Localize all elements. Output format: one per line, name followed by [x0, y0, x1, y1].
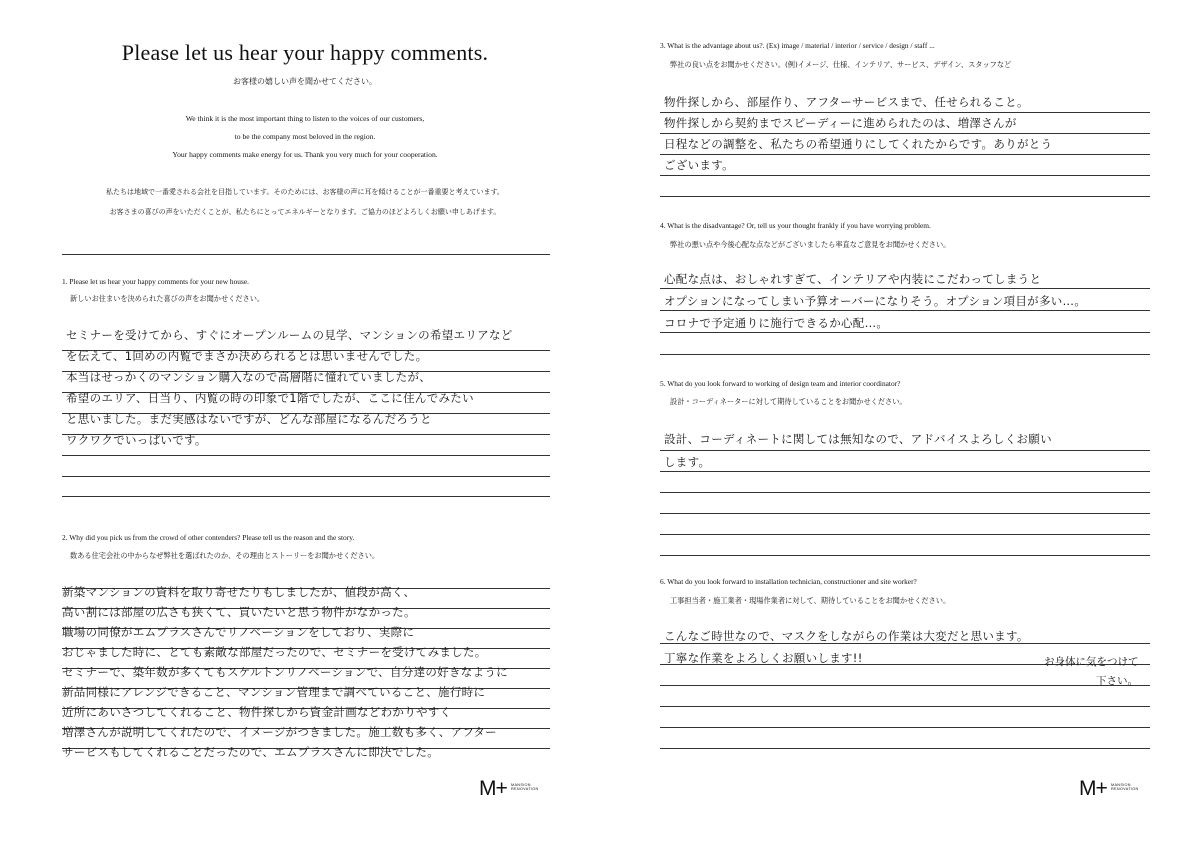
- intro-ja-line: 私たちは地域で一番愛される会社を目指しています。そのためには、お客様の声に耳を傾けることが一番重要と考えています。: [106, 188, 504, 196]
- logo-subtext: [511, 783, 539, 791]
- answer-rule: [62, 496, 550, 497]
- intro-en-line: to be the company most beloved in the region.: [234, 132, 376, 141]
- header-divider: [62, 254, 550, 255]
- logo-mark: M+: [1079, 777, 1107, 800]
- logo-mark: M+: [479, 777, 507, 800]
- answer-5-area: [660, 418, 1150, 558]
- question-1-ja: 新しいお住まいを決められた喜びの声をお聞かせください。: [70, 294, 265, 303]
- handwritten-answer-line: 新築マンションの資料を取り寄せたりもしましたが、値段が高く、: [62, 585, 416, 599]
- question-4-ja: 弊社の悪い点や今後心配な点などがございましたら率直なご意見をお聞かせください。: [670, 240, 951, 249]
- answer-rule: [660, 133, 1150, 134]
- answer-rule: [660, 471, 1150, 472]
- answer-3-area: [660, 80, 1150, 200]
- answer-rule: [660, 748, 1150, 749]
- answer-rule: [660, 332, 1150, 333]
- handwritten-answer-line: ございます。: [664, 158, 734, 172]
- answer-6-area: [660, 618, 1150, 758]
- answer-rule: [660, 450, 1150, 451]
- intro-en-line: We think it is the most important thing to listen to the voices of our customers,: [185, 114, 425, 123]
- handwritten-answer-line: 新品同様にアレンジできること、マンション管理まで調べていること、施行時に: [62, 685, 486, 699]
- logo-sub-line: RENOVATION: [511, 787, 539, 792]
- handwritten-answer-line: こんなご時世なので、マスクをしながらの作業は大変だと思います。: [664, 629, 1029, 643]
- handwritten-answer-line: コロナで予定通りに施行できるか心配…。: [664, 316, 889, 330]
- answer-rule: [660, 534, 1150, 535]
- handwritten-answer-line: 設計、コーディネートに関しては無知なので、アドバイスよろしくお願い: [664, 432, 1052, 446]
- answer-rule: [660, 310, 1150, 311]
- handwritten-answer-line: を伝えて、1回めの内覧でまさか決められるとは思いませんでした。: [66, 349, 428, 363]
- question-5-en: 5. What do you look forward to working of design team and interior coordinator?: [660, 379, 901, 388]
- handwritten-answer-line: と思いました。まだ実感はないですが、どんな部屋になるんだろうと: [66, 412, 432, 426]
- intro-en-line: Your happy comments make energy for us. Thank you very much for your cooperation.: [172, 150, 438, 159]
- handwritten-answer-line: 本当はせっかくのマンション購入なので高層階に憧れていましたが、: [66, 370, 432, 384]
- handwritten-answer-line: ワクワクでいっぱいです。: [66, 433, 207, 447]
- question-1-en: 1. Please let us hear your happy comments for your new house.: [62, 277, 249, 286]
- answer-rule: [660, 727, 1150, 728]
- answer-rule: [660, 492, 1150, 493]
- answer-2-area: [62, 570, 550, 780]
- handwritten-answer-line: セミナーで、築年数が多くてもスケルトンリノベーションで、自分達の好きなように: [62, 665, 508, 679]
- question-2-en: 2. Why did you pick us from the crowd of other contenders? Please tell us the reason and the story.: [62, 533, 355, 542]
- answer-rule: [660, 175, 1150, 176]
- answer-rule: [62, 455, 550, 456]
- answer-rule: [660, 706, 1150, 707]
- answer-rule: [660, 288, 1150, 289]
- handwritten-answer-line: 物件探しから契約までスピーディーに進められたのは、増澤さんが: [664, 116, 1017, 130]
- answer-4-area: [660, 262, 1150, 357]
- answer-rule: [660, 196, 1150, 197]
- handwritten-note: 下さい。: [1096, 675, 1138, 687]
- logo-subtext: [1111, 783, 1139, 791]
- logo-sub-line: MANSION: [511, 783, 531, 787]
- handwritten-answer-line: セミナーを受けてから、すぐにオープンルームの見学、マンションの希望エリアなど: [66, 328, 513, 342]
- answer-rule: [660, 354, 1150, 355]
- logo-sub-line: MANSION: [1111, 783, 1131, 787]
- page-title-ja: お客様の嬉しい声を聞かせてください。: [233, 77, 377, 86]
- handwritten-answer-line: オプションになってしまい予算オーバーになりそう。オプション項目が多い…。: [664, 294, 1087, 308]
- handwritten-answer-line: 心配な点は、おしゃれすぎて、インテリアや内装にこだわってしまうと: [664, 272, 1042, 286]
- handwritten-answer-line: 職場の同僚がエムプラスさんでリノベーションをしており、実際に: [62, 625, 415, 639]
- handwritten-answer-line: 増澤さんが説明してくれたので、イメージがつきました。施工数も多く、アフター: [62, 725, 497, 739]
- handwritten-answer-line: サービスもしてくれることだったので、エムプラスさんに即決でした。: [62, 745, 440, 759]
- answer-rule: [660, 555, 1150, 556]
- handwritten-answer-line: 近所にあいさつしてくれること、物件探しから資金計画などわかりやすく: [62, 705, 452, 719]
- handwritten-answer-line: おじゃました時に、とても素敵な部屋だったので、セミナーを受けてみました。: [62, 645, 487, 659]
- handwritten-answer-line: 丁寧な作業をよろしくお願いします!!: [664, 651, 863, 665]
- handwritten-answer-line: 物件探しから、部屋作り、アフターサービスまで、任せられること。: [664, 95, 1029, 109]
- answer-1-area: [62, 315, 550, 505]
- answer-rule: [660, 112, 1150, 113]
- logo-sub-line: RENOVATION: [1111, 787, 1139, 792]
- question-2-ja: 数ある住宅会社の中からなぜ弊社を選ばれたのか、その理由とストーリーをお聞かせください。: [70, 551, 380, 560]
- page-title: Please let us hear your happy comments.: [121, 40, 489, 65]
- handwritten-answer-line: 日程などの調整を、私たちの希望通りにしてくれたからです。ありがとう: [664, 137, 1053, 151]
- question-3-ja: 弊社の良い点をお聞かせください。(例)イメージ、仕様、インテリア、サービス、デザイン、スタッフなど: [670, 60, 1012, 69]
- question-3-en: 3. What is the advantage about us?. (Ex) image / material / interior / service / design / staff ...: [660, 41, 935, 50]
- question-6-en: 6. What do you look forward to installation technician, constructioner and site worker?: [660, 577, 917, 586]
- handwritten-answer-line: 高い割には部屋の広さも狭くて、買いたいと思う物件がなかった。: [62, 605, 416, 619]
- intro-ja-line: お客さまの喜びの声をいただくことが、私たちにとってエネルギーとなります。ご協力のほどよろしくお願い申しあげます。: [109, 208, 501, 216]
- answer-rule: [660, 154, 1150, 155]
- question-6-ja: 工事担当者・施工業者・現場作業者に対して、期待していることをお聞かせください。: [670, 596, 951, 605]
- right-page: [600, 0, 1200, 849]
- answer-rule: [660, 513, 1150, 514]
- question-5-ja: 設計・コーディネーターに対して期待していることをお聞かせください。: [670, 397, 907, 406]
- answer-rule: [62, 476, 550, 477]
- handwritten-answer-line: します。: [664, 455, 711, 469]
- handwritten-note: お身体に気をつけて: [1044, 656, 1139, 668]
- question-4-en: 4. What is the disadvantage? Or, tell us your thought frankly if you have worrying problem.: [660, 221, 931, 230]
- handwritten-answer-line: 希望のエリア、日当り、内覧の時の印象で1階でしたが、ここに住んでみたい: [66, 391, 474, 405]
- answer-rule: [660, 685, 1150, 686]
